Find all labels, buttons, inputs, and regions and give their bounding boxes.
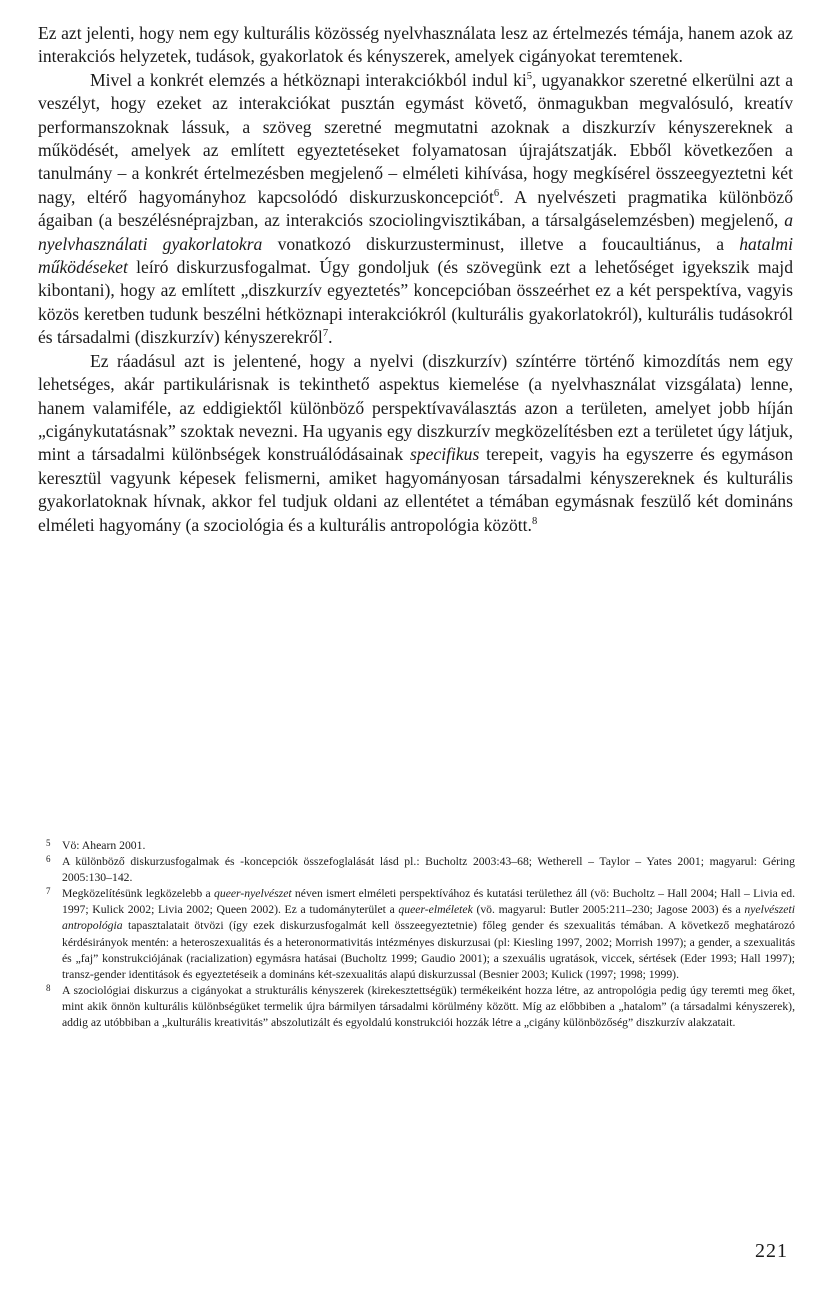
text-run: A szociológiai diskurzus a cigányokat a strukturális kényszerek (kirekesztettségük) termékeiként hozza létre, az antropológia pedig úgy teremti meg őket, mint akik önnön kulturális különbségüket termelik újra bármilyen társadalmi körülmény között. Míg az előbbiben a „hatalom” (a társadalmi kényszerek), addig az utóbbiban a „kulturális kreativitás” abszolutizált és egyoldalú konstrukciói hozzák létre a „cigány különbözőség” diszkurzív alakzatait. <box>62 983 795 1030</box>
footnote-number: 8 <box>46 982 51 993</box>
footnotes <box>46 838 795 1031</box>
emphasized-text: queer-nyelvészet <box>214 887 292 901</box>
footnote <box>46 854 795 886</box>
footnote-number: 6 <box>46 854 51 865</box>
paragraph <box>38 22 793 69</box>
text-run: (vö. magyarul: Butler 2005:211–230; Jagose 2003) és a <box>472 903 745 917</box>
text-run: vonatkozó diskurzusterminust, illetve a foucaultiánus, a <box>262 233 740 254</box>
emphasized-text: hatalmi működéseket <box>38 233 794 278</box>
paragraph <box>38 69 793 350</box>
footnote-number: 7 <box>46 886 51 897</box>
text-run: Vö: Ahearn 2001. <box>62 839 146 852</box>
text-run: A különböző diskurzusfogalmak és -koncepciók összefoglalását lásd pl.: Bucholtz 2003:43–68; Wetherell – Taylor – Yates 2001; magyarul: Géring 2005:130–142. <box>62 855 795 885</box>
footnote-number: 5 <box>46 838 51 848</box>
footnote <box>46 982 795 1031</box>
main-text <box>38 22 793 537</box>
text-run: Megközelítésünk legközelebb a <box>62 887 214 901</box>
text-run: , ugyanakkor szeretné elkerülni azt a veszélyt, hogy ezeket az interakciókat pusztán egymást követő, önmagukban megvalósuló, kreatív performanszoknak lássuk, a szöveg szeretné megmutatni azoknak a diszkurzív kényszereknek a működését, amelyek az említett egyeztetéseket folyamatosan újrajátszatják. Ebből következően a tanulmány – a konkrét értelmezésben megjelenő – elméleti kihívása, hogy megkísérel összeegyeztetni két nagy, eltérő hagyományhoz kapcsolódó diskurzuskoncepciót <box>38 69 794 207</box>
text-run: néven ismert elméleti perspektívához és kutatási területhez áll (vö: Bucholtz – Hall 2004; Hall – Livia ed. 1997; Kulick 2002; Livia 2002; Queen 2002). Ez a tudományterület a <box>62 887 795 917</box>
text-run: leíró diskurzusfogalmat. Úgy gondoljuk (és szövegünk ezt a lehetőséget igyekszik majd kibontani), hogy az említett „diszkurzív egyeztetés” koncepcióban összeérhet ez a két perspektíva, vagyis közös keretben tudunk beszélni hétköznapi interakciókról (kulturális gyakorlatokról), kulturális tudásokról és társadalmi (diszkurzív) kényszerekről <box>38 257 793 348</box>
footnote-reference: 5 <box>526 70 533 82</box>
text-run: Mivel a konkrét elemzés a hétköznapi interakciókból indul ki <box>90 69 527 90</box>
page <box>38 22 793 537</box>
footnote <box>46 886 795 983</box>
text-run: . <box>328 327 333 348</box>
emphasized-text: specifikus <box>409 444 480 465</box>
text-run: Ez ráadásul azt is jelentené, hogy a nyelvi (diszkurzív) színtérre történő kimozdítás nem egy lehetséges, akár partikulárisnak is tekinthető aspektus kiemelése (a nyelvhasználat vizsgálata) lenne, hanem valamiféle, az eddigiektől különböző perspektívaválasztás azon a területen, amelyet jobb híján „cigánykutatásnak” szoktak nevezni. Ha ugyanis egy diszkurzív megközelítésben ezt a területet úgy látjuk, mint a társadalmi különbségek konstruálódásainak <box>38 350 793 465</box>
text-run: tapasztalatait ötvözi (így ezek diskurzusfogalmát kell összeegyeztetnie) főleg gender és szexualitás témában. A következő meghatározó kérdésirányok mentén: a heteroszexualitás és a heteronormativitás intézményes diskurzusai (pl: Kiesling 1997, 2002; Morrish 1997); a gender, a szexualitás és „faj” konstrukciójának (racialization) egymásra hatásai (Bucholtz 1999; Gaudio 2001); a szexuális ugratások, viccek, sértések (Eder 1993; Hall 1997); transz-gender identitások és egyeztetéseik a domináns két-szexualitás alapú diskurzussal (Besnier 2003; Kulick (1997; 1998; 1999). <box>62 919 795 981</box>
emphasized-text: nyelvészeti antropológia <box>62 903 795 933</box>
footnote-reference: 8 <box>531 515 538 527</box>
emphasized-text: a nyelvhasználati gyakorlatokra <box>38 210 793 254</box>
footnote-reference: 6 <box>493 187 500 199</box>
paragraph <box>38 350 793 537</box>
text-run: . A nyelvészeti pragmatika különböző ágaiban (a beszélésnéprajzban, az interakciós szociolingvisztikában, a társalgáselemzésben) megjelenő, <box>38 186 793 231</box>
page-number: 221 <box>755 1240 788 1262</box>
footnote-reference: 7 <box>322 328 329 340</box>
text-run: Ez azt jelenti, hogy nem egy kulturális közösség nyelvhasználata lesz az értelmezés témája, hanem azok az interakciós helyzetek, tudások, gyakorlatok és kényszerek, amelyek cigányokat teremtenek. <box>38 23 793 67</box>
emphasized-text: queer-elméletek <box>398 903 473 917</box>
text-run: terepeit, vagyis ha egyszerre és egymáson keresztül vagyunk képesek felismerni, amiket hagyományosan társadalmi kényszereknek és kulturális gyakorlatoknak hívnak, akkor fel tudjuk oldani az ellentétet a témában egymásnak feszülő két domináns elméleti hagyomány (a szociológia és a kulturális antropológia között. <box>38 444 793 535</box>
footnote <box>46 838 795 854</box>
